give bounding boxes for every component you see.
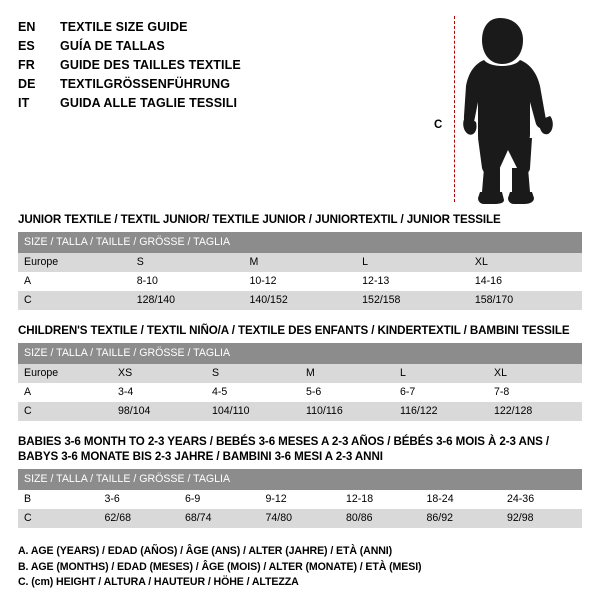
cell: 152/158 — [356, 291, 469, 310]
cell: 8-10 — [131, 272, 244, 291]
language-title: TEXTILGRÖSSENFÜHRUNG — [60, 77, 231, 91]
row-label: Europe — [18, 364, 112, 383]
language-title: GUÍA DE TALLAS — [60, 39, 165, 53]
row-label: B — [18, 490, 99, 509]
language-row — [18, 75, 378, 94]
cell: 128/140 — [131, 291, 244, 310]
language-title: GUIDA ALLE TAGLIE TESSILI — [60, 96, 238, 110]
cell: S — [131, 253, 244, 272]
cell: 10-12 — [243, 272, 356, 291]
cell: 140/152 — [243, 291, 356, 310]
cell: L — [356, 253, 469, 272]
legend-line-b: B. AGE (MONTHS) / EDAD (MESES) / ÂGE (MOIS) / ALTER (MONATE) / ETÀ (MESI) — [18, 560, 422, 573]
language-title: TEXTILE SIZE GUIDE — [60, 20, 188, 34]
cell: 5-6 — [300, 383, 394, 402]
cell: 122/128 — [488, 402, 582, 421]
cell: 4-5 — [206, 383, 300, 402]
section-junior-textile — [18, 212, 582, 310]
figure-area — [378, 14, 582, 204]
table-row — [18, 272, 582, 291]
toddler-silhouette-icon — [460, 16, 580, 204]
table-header-row — [18, 232, 582, 253]
cell: M — [243, 253, 356, 272]
cell: 9-12 — [260, 490, 341, 509]
cell: 62/68 — [99, 509, 180, 528]
language-title: GUIDE DES TAILLES TEXTILE — [60, 58, 241, 72]
cell: 24-36 — [501, 490, 582, 509]
cell: 116/122 — [394, 402, 488, 421]
table-row — [18, 402, 582, 421]
language-row — [18, 18, 378, 37]
language-row — [18, 37, 378, 56]
language-code: EN — [18, 20, 36, 34]
cell: 86/92 — [421, 509, 502, 528]
legend-line-c: C. (cm) HEIGHT / ALTURA / HAUTEUR / HÖHE / ALTEZZA — [18, 576, 299, 588]
section-title: CHILDREN'S TEXTILE / TEXTIL NIÑO/A / TEXTILE DES ENFANTS / KINDERTEXTIL / BAMBINI TESSILE — [18, 324, 570, 337]
table-row — [18, 490, 582, 509]
cell: 18-24 — [421, 490, 502, 509]
row-label: C — [18, 509, 99, 528]
cell: 92/98 — [501, 509, 582, 528]
row-label: Europe — [18, 253, 131, 272]
table-row — [18, 383, 582, 402]
cell: 74/80 — [260, 509, 341, 528]
cell: 6-7 — [394, 383, 488, 402]
children-size-table — [18, 343, 582, 421]
cell: XL — [469, 253, 582, 272]
cell: 110/116 — [300, 402, 394, 421]
table-row — [18, 509, 582, 528]
row-label: A — [18, 272, 131, 291]
row-label: C — [18, 402, 112, 421]
language-code: DE — [18, 77, 36, 91]
section-childrens-textile — [18, 323, 582, 421]
junior-size-table — [18, 232, 582, 310]
size-header-label: SIZE / TALLA / TAILLE / GRÖSSE / TAGLIA — [18, 232, 582, 253]
size-header-label: SIZE / TALLA / TAILLE / GRÖSSE / TAGLIA — [18, 469, 582, 490]
language-row — [18, 56, 378, 75]
cell: 12-18 — [340, 490, 421, 509]
table-row — [18, 291, 582, 310]
row-label: C — [18, 291, 131, 310]
figure-height-marker-label: C — [434, 119, 443, 131]
height-measure-dashed-line — [454, 16, 455, 202]
row-label: A — [18, 383, 112, 402]
cell: 68/74 — [179, 509, 260, 528]
cell: XL — [488, 364, 582, 383]
cell: XS — [112, 364, 206, 383]
language-row — [18, 94, 378, 113]
table-header-row — [18, 469, 582, 490]
cell: S — [206, 364, 300, 383]
cell: 158/170 — [469, 291, 582, 310]
cell: 80/86 — [340, 509, 421, 528]
table-row — [18, 253, 582, 272]
language-title-list — [18, 14, 378, 113]
cell: 12-13 — [356, 272, 469, 291]
babies-size-table — [18, 469, 582, 528]
language-code: ES — [18, 39, 35, 53]
cell: 3-4 — [112, 383, 206, 402]
cell: 6-9 — [179, 490, 260, 509]
legend — [18, 544, 582, 591]
cell: L — [394, 364, 488, 383]
legend-line-a: A. AGE (YEARS) / EDAD (AÑOS) / ÂGE (ANS) / ALTER (JAHRE) / ETÀ (ANNI) — [18, 545, 393, 557]
table-header-row — [18, 343, 582, 364]
section-title: BABIES 3-6 MONTH TO 2-3 YEARS / BEBÉS 3-6 MESES A 2-3 AÑOS / BÉBÉS 3-6 MOIS À 2-3 ANS / BABYS 3-6 MONATE BIS 2-3 JAHRE / BAMBINI 3-6 MESI A 2-3 ANNI — [18, 435, 549, 463]
size-header-label: SIZE / TALLA / TAILLE / GRÖSSE / TAGLIA — [18, 343, 582, 364]
header — [18, 14, 582, 204]
cell: 104/110 — [206, 402, 300, 421]
table-row — [18, 364, 582, 383]
language-code: FR — [18, 58, 35, 72]
language-code: IT — [18, 96, 30, 110]
cell: 7-8 — [488, 383, 582, 402]
cell: 3-6 — [99, 490, 180, 509]
section-title: JUNIOR TEXTILE / TEXTIL JUNIOR/ TEXTILE JUNIOR / JUNIORTEXTIL / JUNIOR TESSILE — [18, 213, 501, 226]
section-babies-textile — [18, 434, 582, 528]
cell: 98/104 — [112, 402, 206, 421]
cell: M — [300, 364, 394, 383]
cell: 14-16 — [469, 272, 582, 291]
